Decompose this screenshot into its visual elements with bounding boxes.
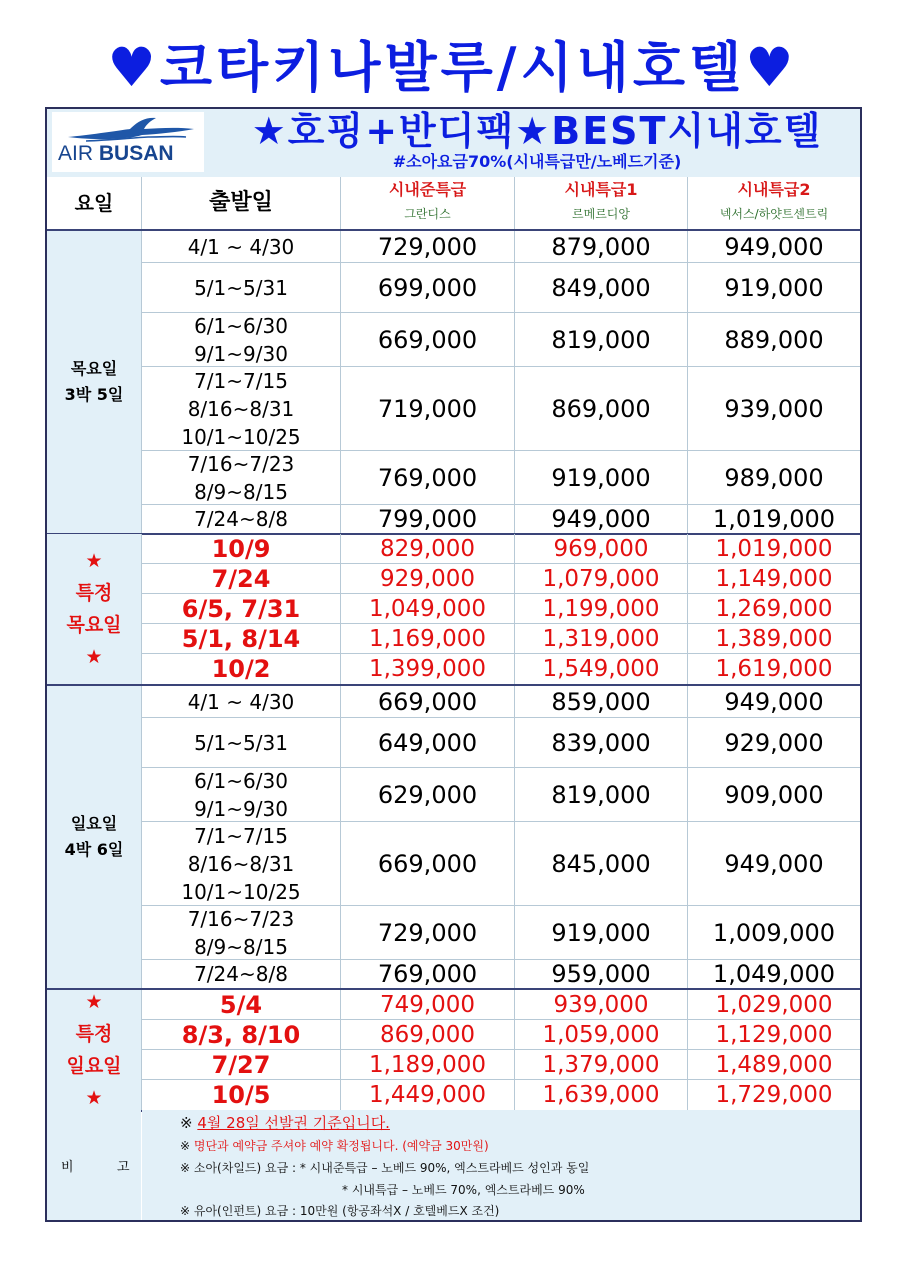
price-cell: 1,049,000 <box>368 596 487 622</box>
price-cell: 819,000 <box>551 781 651 809</box>
note-line-2: ※ 명단과 예약금 주셔야 예약 확정됩니다. (예약금 30만원) <box>180 1139 489 1153</box>
price-cell: 769,000 <box>377 960 478 988</box>
hotel-name: 넥서스/하얏트센트릭 <box>719 207 829 221</box>
departure-date: 5/4 <box>219 991 263 1019</box>
price-cell: 1,019,000 <box>712 505 836 533</box>
price-cell: 729,000 <box>377 233 478 261</box>
departure-date: 4/1 ~ 4/30 <box>187 690 295 714</box>
price-cell: 1,149,000 <box>715 566 833 592</box>
departure-date: 6/5, 7/31 <box>181 595 301 623</box>
column-header-date: 출발일 <box>209 190 273 215</box>
price-cell: 849,000 <box>551 274 651 302</box>
price-cell: 919,000 <box>551 464 651 492</box>
note-line-1: ※ 4월 28일 선발권 기준입니다. <box>180 1114 390 1132</box>
price-cell: 959,000 <box>551 960 651 988</box>
price-cell: 1,019,000 <box>715 536 833 562</box>
price-cell: 909,000 <box>724 781 824 809</box>
price-cell: 1,009,000 <box>712 919 836 947</box>
price-cell: 949,000 <box>551 505 651 533</box>
subtitle: ★호핑+반디팩★BEST시내호텔 <box>251 109 823 153</box>
price-cell: 829,000 <box>379 536 476 562</box>
table-frame <box>45 107 862 1222</box>
price-cell: 649,000 <box>377 729 478 757</box>
departure-date: 7/16~7/23 8/9~8/15 <box>187 907 295 959</box>
price-cell: 839,000 <box>551 729 651 757</box>
departure-date: 10/5 <box>211 1081 271 1109</box>
price-cell: 949,000 <box>724 233 824 261</box>
price-cell: 1,029,000 <box>715 992 833 1018</box>
group-label-line: 4박 6일 <box>64 840 124 859</box>
price-cell: 1,729,000 <box>715 1082 833 1108</box>
price-cell: 629,000 <box>377 781 478 809</box>
price-cell: 1,389,000 <box>715 626 833 652</box>
price-cell: 869,000 <box>379 1022 476 1048</box>
price-cell: 879,000 <box>551 233 651 261</box>
departure-date: 7/16~7/23 8/9~8/15 <box>187 452 295 504</box>
category-name: 시내준특급 <box>388 180 467 199</box>
logo-wordmark: AIR BUSAN <box>58 142 174 165</box>
price-cell: 859,000 <box>551 688 651 716</box>
departure-date: 5/1~5/31 <box>194 731 288 755</box>
group-label-line: 특정 <box>75 1023 113 1045</box>
price-cell: 1,189,000 <box>368 1052 487 1078</box>
price-cell: 949,000 <box>724 850 824 878</box>
category-name: 시내특급1 <box>564 180 638 199</box>
price-cell: 929,000 <box>724 729 824 757</box>
group-label-line: ★ <box>85 1087 103 1109</box>
price-cell: 939,000 <box>553 992 649 1018</box>
price-cell: 699,000 <box>377 274 478 302</box>
price-cell: 819,000 <box>551 326 651 354</box>
group-label-line: 일요일 <box>66 1055 122 1077</box>
group-label-line: 3박 5일 <box>64 385 124 404</box>
departure-date: 5/1, 8/14 <box>181 625 301 653</box>
price-cell: 1,379,000 <box>542 1052 660 1078</box>
price-cell: 939,000 <box>724 395 824 423</box>
group-label-line: ★ <box>85 550 103 572</box>
departure-date: 7/24~8/8 <box>194 962 288 986</box>
price-cell: 749,000 <box>379 992 476 1018</box>
group-label-line: 특정 <box>75 582 113 604</box>
group-label-line: 목요일 <box>66 614 122 636</box>
price-cell: 1,199,000 <box>542 596 660 622</box>
price-cell: 1,049,000 <box>712 960 836 988</box>
departure-date: 7/24 <box>211 565 271 593</box>
price-cell: 869,000 <box>551 395 651 423</box>
column-header-day: 요일 <box>74 191 114 215</box>
price-cell: 1,129,000 <box>715 1022 833 1048</box>
price-cell: 1,489,000 <box>715 1052 833 1078</box>
price-cell: 769,000 <box>377 464 478 492</box>
price-cell: 1,639,000 <box>542 1082 660 1108</box>
price-cell: 919,000 <box>551 919 651 947</box>
hotel-name: 르메르디앙 <box>572 207 630 221</box>
price-cell: 949,000 <box>724 688 824 716</box>
price-cell: 1,079,000 <box>542 566 660 592</box>
price-cell: 669,000 <box>377 850 478 878</box>
price-cell: 1,549,000 <box>542 656 660 682</box>
child-rate-note: #소아요금70%(시내특급만/노베드기준) <box>392 152 682 171</box>
price-cell: 1,449,000 <box>368 1082 487 1108</box>
price-cell: 989,000 <box>724 464 824 492</box>
departure-date: 5/1~5/31 <box>194 276 288 300</box>
hotel-name: 그란디스 <box>404 207 451 221</box>
group-label-line: ★ <box>85 991 103 1013</box>
price-cell: 1,619,000 <box>715 656 833 682</box>
price-cell: 669,000 <box>377 688 478 716</box>
price-cell: 729,000 <box>377 919 478 947</box>
price-cell: 929,000 <box>379 566 476 592</box>
price-cell: 1,269,000 <box>715 596 833 622</box>
departure-date: 7/1~7/15 8/16~8/31 10/1~10/25 <box>181 824 301 904</box>
price-cell: 1,169,000 <box>368 626 487 652</box>
departure-date: 6/1~6/30 9/1~9/30 <box>194 769 288 821</box>
notes-label: 비 고 <box>47 1110 141 1220</box>
price-cell: 1,059,000 <box>542 1022 660 1048</box>
departure-date: 7/24~8/8 <box>194 507 288 531</box>
group-label-line: 일요일 <box>70 814 118 833</box>
departure-date: 8/3, 8/10 <box>181 1021 301 1049</box>
group-label-line: 목요일 <box>70 359 118 378</box>
category-name: 시내특급2 <box>737 180 811 199</box>
note-line-4: * 시내특급 – 노베드 70%, 엑스트라베드 90% <box>342 1183 585 1197</box>
price-cell: 919,000 <box>724 274 824 302</box>
price-cell: 719,000 <box>377 395 478 423</box>
page-title: ♥코타키나발루/시내호텔♥ <box>107 36 798 99</box>
departure-date: 10/2 <box>211 655 271 683</box>
departure-date: 7/27 <box>211 1051 271 1079</box>
price-cell: 799,000 <box>377 505 478 533</box>
departure-date: 10/9 <box>211 535 271 563</box>
price-cell: 969,000 <box>553 536 649 562</box>
price-cell: 889,000 <box>724 326 824 354</box>
departure-date: 6/1~6/30 9/1~9/30 <box>194 314 288 366</box>
note-line-3: ※ 소아(차일드) 요금 : * 시내준특급 – 노베드 90%, 엑스트라베드 성인과 동일 <box>180 1161 590 1175</box>
price-cell: 845,000 <box>551 850 651 878</box>
note-line-5: ※ 유아(인펀트) 요금 : 10만원 (항공좌석X / 호텔베드X 조건) <box>180 1204 500 1218</box>
price-cell: 669,000 <box>377 326 478 354</box>
price-cell: 1,319,000 <box>542 626 660 652</box>
departure-date: 7/1~7/15 8/16~8/31 10/1~10/25 <box>181 369 301 449</box>
group-label-line: ★ <box>85 646 103 668</box>
price-cell: 1,399,000 <box>368 656 487 682</box>
departure-date: 4/1 ~ 4/30 <box>187 235 295 259</box>
